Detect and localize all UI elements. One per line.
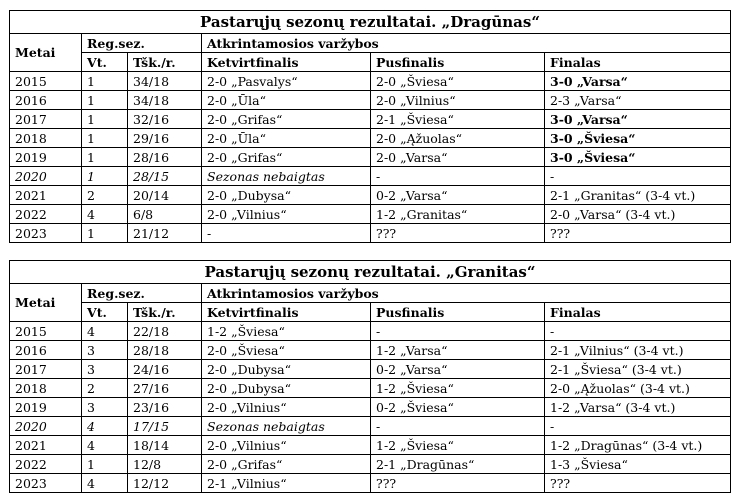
cell-year: 2016 xyxy=(10,341,82,360)
cell-quarterfinal: 2-1 „Vilnius“ xyxy=(202,474,371,493)
cell-final: 2-1 „Granitas“ (3-4 vt.) xyxy=(545,186,731,205)
cell-quarterfinal: 2-0 „Vilnius“ xyxy=(202,205,371,224)
cell-year: 2021 xyxy=(10,186,82,205)
cell-points: 28/15 xyxy=(128,167,202,186)
cell-semifinal: 2-0 „Ąžuolas“ xyxy=(371,129,545,148)
header-place: Vt. xyxy=(82,53,128,72)
cell-semifinal: 1-2 „Šviesa“ xyxy=(371,379,545,398)
cell-points: 29/16 xyxy=(128,129,202,148)
cell-year: 2017 xyxy=(10,110,82,129)
cell-year: 2023 xyxy=(10,474,82,493)
cell-quarterfinal: 2-0 „Ūla“ xyxy=(202,129,371,148)
cell-year: 2016 xyxy=(10,91,82,110)
cell-quarterfinal: 2-0 „Grifas“ xyxy=(202,110,371,129)
cell-place: 2 xyxy=(82,379,128,398)
cell-final: 3-0 „Varsa“ xyxy=(545,110,731,129)
cell-year: 2018 xyxy=(10,129,82,148)
cell-semifinal: - xyxy=(371,167,545,186)
cell-quarterfinal: 2-0 „Vilnius“ xyxy=(202,398,371,417)
cell-place: 1 xyxy=(82,148,128,167)
cell-points: 12/8 xyxy=(128,455,202,474)
cell-quarterfinal: 2-0 „Vilnius“ xyxy=(202,436,371,455)
cell-quarterfinal: 2-0 „Dubysa“ xyxy=(202,186,371,205)
cell-semifinal: 2-0 „Vilnius“ xyxy=(371,91,545,110)
table-row xyxy=(10,110,731,129)
table-row xyxy=(10,341,731,360)
cell-place: 2 xyxy=(82,186,128,205)
table-row xyxy=(10,379,731,398)
cell-points: 32/16 xyxy=(128,110,202,129)
dragunas-results-table xyxy=(9,10,731,243)
granitas-table-body xyxy=(10,261,731,493)
table-title: Pastarųjų sezonų rezultatai. „Granitas“ xyxy=(10,261,731,284)
header-place: Vt. xyxy=(82,303,128,322)
cell-points: 27/16 xyxy=(128,379,202,398)
cell-quarterfinal: Sezonas nebaigtas xyxy=(202,417,371,436)
cell-place: 1 xyxy=(82,224,128,243)
cell-points: 6/8 xyxy=(128,205,202,224)
cell-semifinal: 2-1 „Dragūnas“ xyxy=(371,455,545,474)
cell-year: 2019 xyxy=(10,148,82,167)
cell-place: 1 xyxy=(82,91,128,110)
cell-semifinal: 2-0 „Varsa“ xyxy=(371,148,545,167)
cell-semifinal: ??? xyxy=(371,224,545,243)
header-quarterfinal: Ketvirtfinalis xyxy=(202,303,371,322)
cell-year: 2017 xyxy=(10,360,82,379)
cell-semifinal: ??? xyxy=(371,474,545,493)
table-row xyxy=(10,474,731,493)
cell-final: 2-0 „Ąžuolas“ (3-4 vt.) xyxy=(545,379,731,398)
cell-place: 3 xyxy=(82,341,128,360)
cell-year: 2020 xyxy=(10,417,82,436)
table-row xyxy=(10,360,731,379)
cell-final: ??? xyxy=(545,224,731,243)
cell-year: 2020 xyxy=(10,167,82,186)
table-row xyxy=(10,129,731,148)
cell-quarterfinal: 2-0 „Grifas“ xyxy=(202,148,371,167)
cell-place: 4 xyxy=(82,322,128,341)
table-row xyxy=(10,224,731,243)
table-row xyxy=(10,436,731,455)
cell-final: - xyxy=(545,322,731,341)
cell-final: ??? xyxy=(545,474,731,493)
cell-quarterfinal: - xyxy=(202,224,371,243)
cell-final: 3-0 „Varsa“ xyxy=(545,72,731,91)
cell-points: 24/16 xyxy=(128,360,202,379)
header-year: Metai xyxy=(10,284,82,322)
table-row xyxy=(10,167,731,186)
cell-quarterfinal: 2-0 „Ūla“ xyxy=(202,91,371,110)
cell-quarterfinal: 2-0 „Grifas“ xyxy=(202,455,371,474)
cell-final: 2-1 „Šviesa“ (3-4 vt.) xyxy=(545,360,731,379)
header-semifinal: Pusfinalis xyxy=(371,53,545,72)
cell-final: 3-0 „Šviesa“ xyxy=(545,148,731,167)
cell-year: 2018 xyxy=(10,379,82,398)
cell-place: 4 xyxy=(82,474,128,493)
cell-year: 2022 xyxy=(10,455,82,474)
table-row xyxy=(10,455,731,474)
table-row xyxy=(10,398,731,417)
cell-points: 28/18 xyxy=(128,341,202,360)
header-final: Finalas xyxy=(545,303,731,322)
header-reg-season: Reg.sez. xyxy=(82,284,202,303)
header-final: Finalas xyxy=(545,53,731,72)
cell-points: 20/14 xyxy=(128,186,202,205)
table-row xyxy=(10,322,731,341)
table-row xyxy=(10,148,731,167)
cell-place: 3 xyxy=(82,398,128,417)
header-points: Tšk./r. xyxy=(128,53,202,72)
table-row xyxy=(10,417,731,436)
cell-year: 2021 xyxy=(10,436,82,455)
cell-quarterfinal: Sezonas nebaigtas xyxy=(202,167,371,186)
cell-semifinal: 1-2 „Granitas“ xyxy=(371,205,545,224)
cell-quarterfinal: 2-0 „Dubysa“ xyxy=(202,360,371,379)
cell-points: 18/14 xyxy=(128,436,202,455)
cell-quarterfinal: 2-0 „Šviesa“ xyxy=(202,341,371,360)
header-points: Tšk./r. xyxy=(128,303,202,322)
cell-final: 3-0 „Šviesa“ xyxy=(545,129,731,148)
cell-year: 2023 xyxy=(10,224,82,243)
table-row xyxy=(10,205,731,224)
cell-points: 34/18 xyxy=(128,91,202,110)
cell-place: 4 xyxy=(82,205,128,224)
cell-year: 2015 xyxy=(10,72,82,91)
cell-place: 1 xyxy=(82,129,128,148)
cell-semifinal: 0-2 „Varsa“ xyxy=(371,186,545,205)
header-year: Metai xyxy=(10,34,82,72)
header-quarterfinal: Ketvirtfinalis xyxy=(202,53,371,72)
cell-final: 2-1 „Vilnius“ (3-4 vt.) xyxy=(545,341,731,360)
cell-quarterfinal: 2-0 „Dubysa“ xyxy=(202,379,371,398)
cell-points: 23/16 xyxy=(128,398,202,417)
cell-final: 2-3 „Varsa“ xyxy=(545,91,731,110)
cell-place: 1 xyxy=(82,72,128,91)
cell-semifinal: - xyxy=(371,322,545,341)
cell-year: 2019 xyxy=(10,398,82,417)
table-row xyxy=(10,91,731,110)
cell-final: - xyxy=(545,417,731,436)
cell-year: 2015 xyxy=(10,322,82,341)
cell-points: 12/12 xyxy=(128,474,202,493)
cell-semifinal: 0-2 „Varsa“ xyxy=(371,360,545,379)
cell-semifinal: 1-2 „Varsa“ xyxy=(371,341,545,360)
cell-final: - xyxy=(545,167,731,186)
cell-place: 1 xyxy=(82,110,128,129)
cell-place: 3 xyxy=(82,360,128,379)
cell-points: 17/15 xyxy=(128,417,202,436)
table-row xyxy=(10,72,731,91)
cell-final: 1-2 „Varsa“ (3-4 vt.) xyxy=(545,398,731,417)
cell-final: 2-0 „Varsa“ (3-4 vt.) xyxy=(545,205,731,224)
cell-points: 21/12 xyxy=(128,224,202,243)
cell-points: 22/18 xyxy=(128,322,202,341)
dragunas-table-body xyxy=(10,11,731,243)
cell-quarterfinal: 2-0 „Pasvalys“ xyxy=(202,72,371,91)
header-playoffs: Atkrintamosios varžybos xyxy=(202,34,731,53)
cell-semifinal: - xyxy=(371,417,545,436)
cell-points: 28/16 xyxy=(128,148,202,167)
cell-place: 1 xyxy=(82,167,128,186)
cell-place: 1 xyxy=(82,455,128,474)
cell-quarterfinal: 1-2 „Šviesa“ xyxy=(202,322,371,341)
header-semifinal: Pusfinalis xyxy=(371,303,545,322)
cell-year: 2022 xyxy=(10,205,82,224)
cell-points: 34/18 xyxy=(128,72,202,91)
cell-final: 1-2 „Dragūnas“ (3-4 vt.) xyxy=(545,436,731,455)
table-title: Pastarųjų sezonų rezultatai. „Dragūnas“ xyxy=(10,11,731,34)
table-row xyxy=(10,186,731,205)
cell-final: 1-3 „Šviesa“ xyxy=(545,455,731,474)
cell-semifinal: 2-0 „Šviesa“ xyxy=(371,72,545,91)
header-reg-season: Reg.sez. xyxy=(82,34,202,53)
granitas-results-table xyxy=(9,260,731,493)
cell-semifinal: 2-1 „Šviesa“ xyxy=(371,110,545,129)
cell-semifinal: 0-2 „Šviesa“ xyxy=(371,398,545,417)
cell-semifinal: 1-2 „Šviesa“ xyxy=(371,436,545,455)
cell-place: 4 xyxy=(82,417,128,436)
cell-place: 4 xyxy=(82,436,128,455)
header-playoffs: Atkrintamosios varžybos xyxy=(202,284,731,303)
